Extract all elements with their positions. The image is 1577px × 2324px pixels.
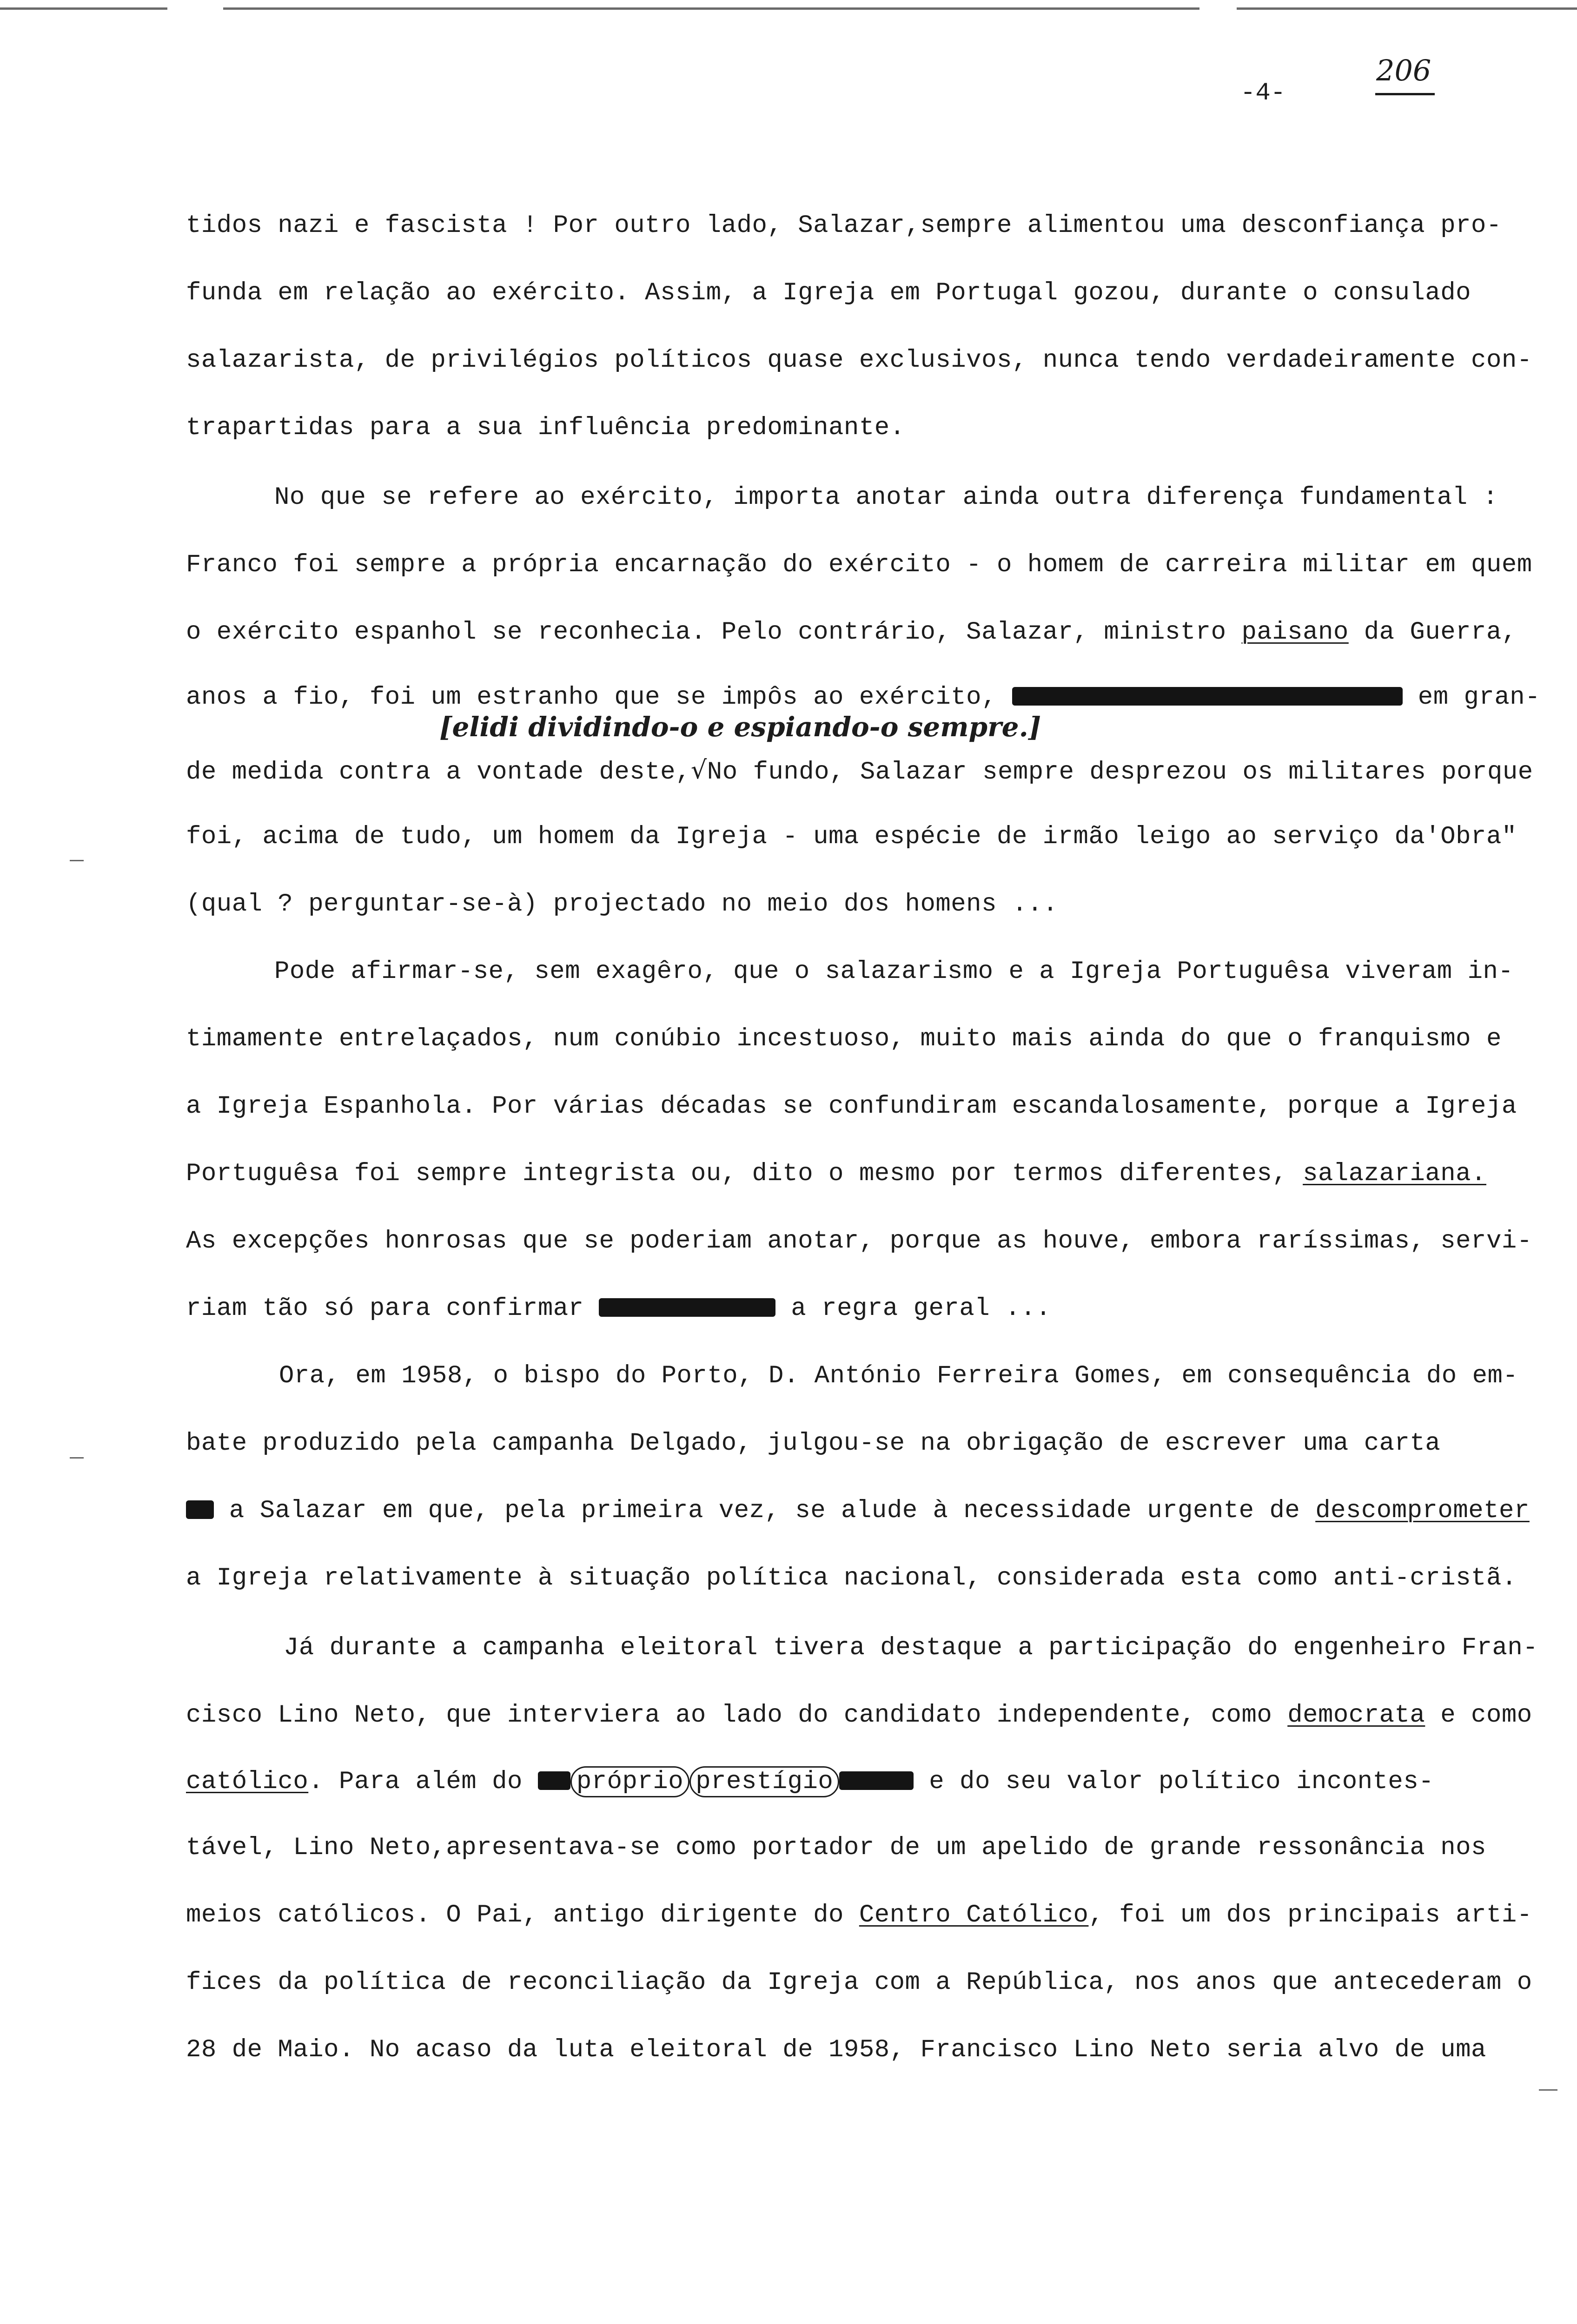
text-line: fices da política de reconciliação da Igreja com a República, nos anos que antecederam o (186, 1968, 1532, 1997)
text-line: tável, Lino Neto,apresentava-se como portador de um apelido de grande ressonância nos (186, 1834, 1486, 1862)
text-line (186, 1701, 1532, 1730)
text-line (186, 755, 1533, 786)
top-rule (1237, 7, 1577, 10)
text-line (186, 1901, 1532, 1929)
circled-word: prestígio (689, 1766, 839, 1797)
page-number: -4- (1240, 79, 1286, 107)
text-fragment: No fundo, Salazar sempre desprezou os militares porque (707, 758, 1533, 786)
underlined-word: católico (186, 1768, 309, 1796)
text-fragment: . Para além do (308, 1768, 538, 1796)
text-line (186, 683, 1540, 712)
folio-underline (1375, 93, 1435, 95)
text-line (186, 1497, 1530, 1525)
underlined-word: descomprometer (1315, 1497, 1530, 1525)
margin-mark (1539, 2089, 1557, 2091)
text-line: a Igreja relativamente à situação política nacional, considerada esta como anti-cristã. (186, 1564, 1517, 1592)
underlined-word: Centro Católico (859, 1901, 1089, 1929)
underlined-word: democrata (1287, 1701, 1425, 1730)
text-line (186, 1766, 1434, 1797)
text-line (186, 1294, 1051, 1323)
folio-number: 206 (1376, 53, 1431, 87)
text-line: Franco foi sempre a própria encarnação do exército - o homem de carreira militar em quem (186, 551, 1532, 579)
text-line: 28 de Maio. No acaso da luta eleitoral de 1958, Francisco Lino Neto seria alvo de uma (186, 2036, 1486, 2064)
circled-word: próprio (570, 1766, 689, 1797)
top-rule (0, 7, 167, 10)
text-line: salazarista, de privilégios políticos quase exclusivos, nunca tendo verdadeiramente con- (186, 346, 1532, 375)
text-line (186, 618, 1517, 647)
text-line: (qual ? perguntar-se-à) projectado no meio dos homens ... (186, 890, 1058, 918)
redaction-bar (839, 1771, 914, 1790)
text-fragment: meios católicos. O Pai, antigo dirigente do (186, 1901, 859, 1929)
redaction-bar (186, 1500, 214, 1519)
underlined-word: salazariana. (1303, 1160, 1486, 1188)
text-fragment: em gran- (1402, 683, 1541, 712)
text-line (186, 1160, 1486, 1188)
text-fragment: anos a fio, foi um estranho que se impôs ao exército, (186, 683, 1012, 712)
text-line: bate produzido pela campanha Delgado, julgou-se na obrigação de escrever uma carta (186, 1429, 1441, 1458)
text-fragment: Portuguêsa foi sempre integrista ou, dito o mesmo por termos diferentes, (186, 1160, 1303, 1188)
text-line: Ora, em 1958, o bispo do Porto, D. António Ferreira Gomes, em consequência do em- (279, 1362, 1518, 1390)
text-line: foi, acima de tudo, um homem da Igreja - uma espécie de irmão leigo ao serviço da'Obra" (186, 823, 1517, 851)
text-fragment: o exército espanhol se reconhecia. Pelo contrário, Salazar, ministro (186, 618, 1242, 647)
text-line: trapartidas para a sua influência predominante. (186, 414, 905, 442)
text-line: timamente entrelaçados, num conúbio incestuoso, muito mais ainda do que o franquismo e (186, 1025, 1502, 1053)
text-fragment: da Guerra, (1348, 618, 1517, 647)
text-fragment: riam tão só para confirmar (186, 1294, 599, 1323)
margin-mark (70, 1457, 84, 1459)
text-fragment: a regra geral ... (775, 1294, 1051, 1323)
text-fragment: de medida contra a vontade deste, (186, 758, 691, 786)
text-line: funda em relação ao exército. Assim, a Igreja em Portugal gozou, durante o consulado (186, 279, 1471, 307)
text-line: As excepções honrosas que se poderiam anotar, porque as houve, embora raríssimas, servi- (186, 1227, 1532, 1255)
text-fragment: a Salazar em que, pela primeira vez, se alude à necessidade urgente de (214, 1497, 1316, 1525)
text-line: a Igreja Espanhola. Por várias décadas se confundiram escandalosamente, porque a Igreja (186, 1092, 1517, 1121)
margin-mark (70, 860, 84, 861)
text-line: tidos nazi e fascista ! Por outro lado, Salazar,sempre alimentou uma desconfiança pro- (186, 211, 1502, 240)
redaction-bar (538, 1771, 570, 1790)
top-rule (223, 7, 1199, 10)
redaction-bar (1012, 687, 1403, 706)
redaction-bar (599, 1298, 775, 1317)
text-fragment: e do seu valor político incontes- (914, 1768, 1434, 1796)
insertion-caret-icon: √ (690, 755, 707, 785)
underlined-word: paisano (1241, 618, 1349, 647)
text-line: Já durante a campanha eleitoral tivera destaque a participação do engenheiro Fran- (284, 1634, 1538, 1662)
handwritten-insertion: [elidi dividindo-o e espiando-o sempre.] (439, 711, 1041, 743)
text-line: Pode afirmar-se, sem exagêro, que o salazarismo e a Igreja Portuguêsa viveram in- (274, 957, 1514, 986)
text-fragment: , foi um dos principais arti- (1088, 1901, 1532, 1929)
text-fragment: e como (1425, 1701, 1532, 1730)
text-line: No que se refere ao exército, importa anotar ainda outra diferença fundamental : (274, 483, 1498, 512)
text-fragment: cisco Lino Neto, que interviera ao lado do candidato independente, como (186, 1701, 1288, 1730)
